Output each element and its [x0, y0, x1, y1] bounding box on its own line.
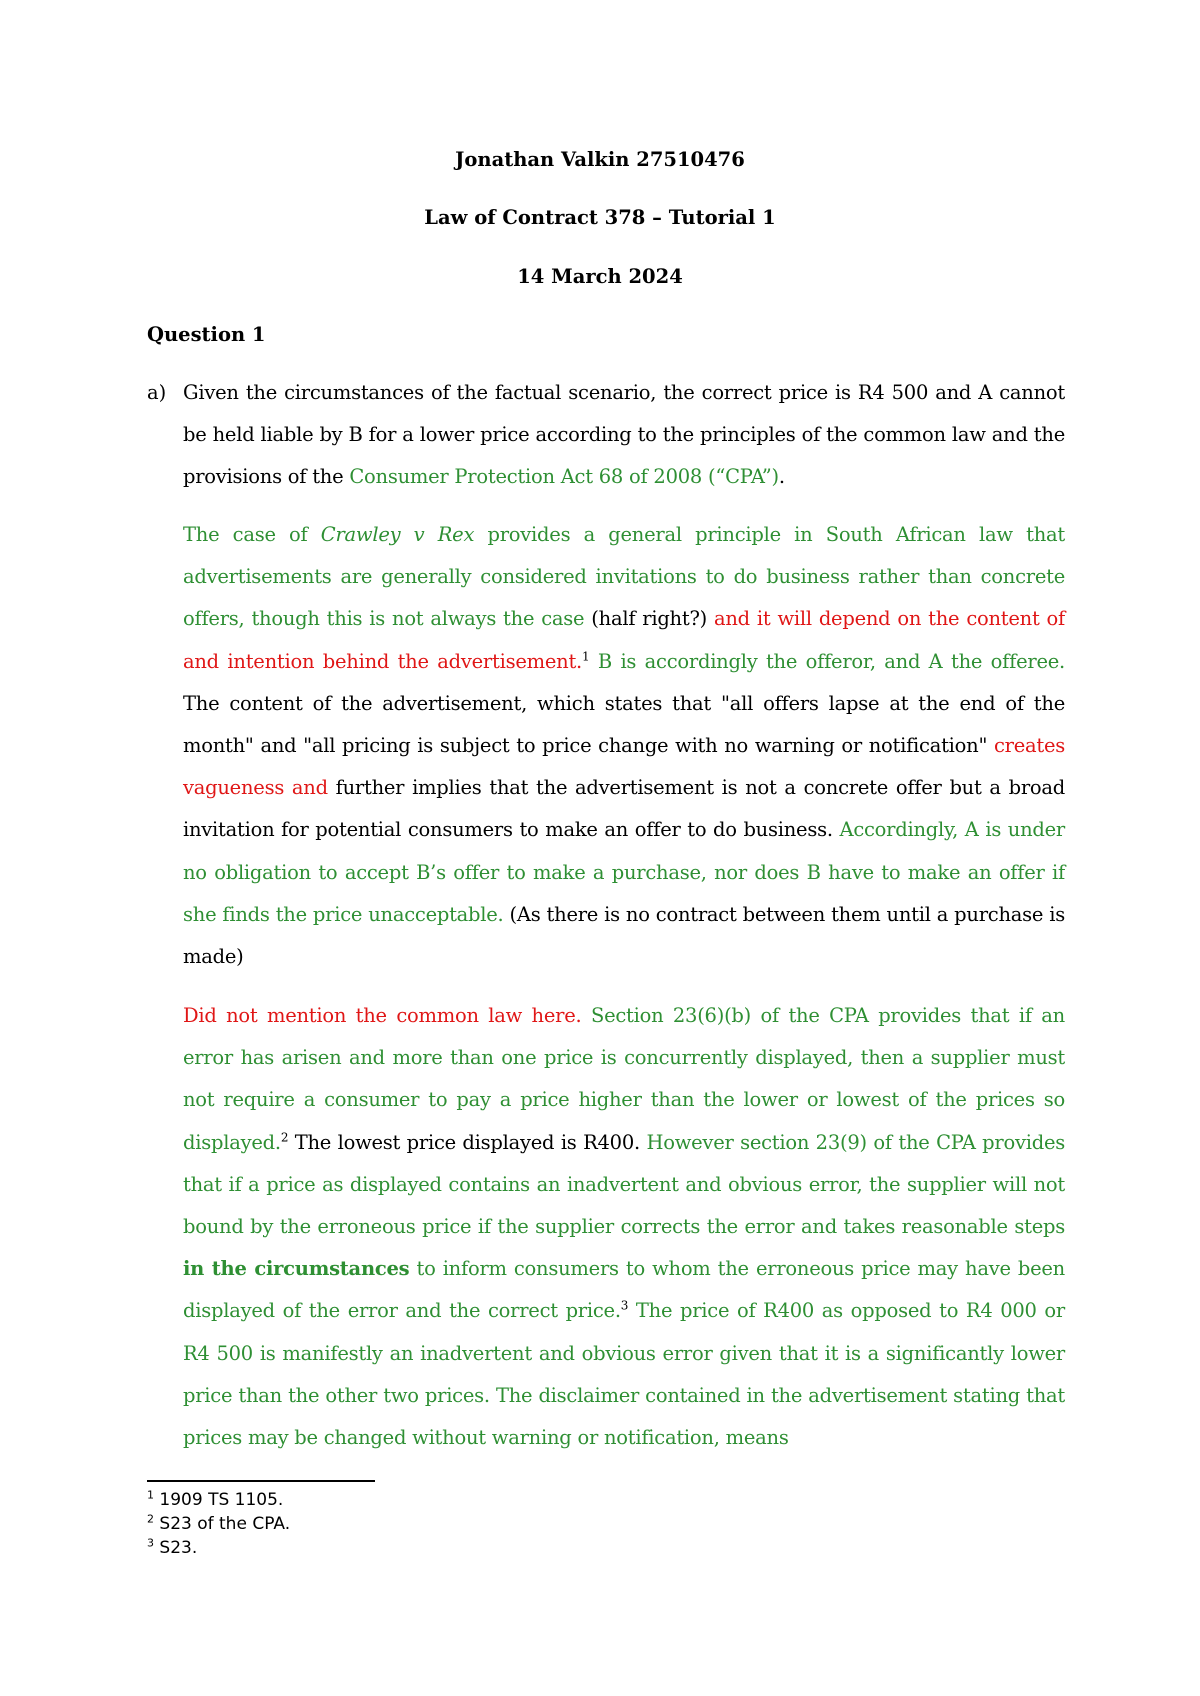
paragraph-advertisement	[183, 514, 1065, 978]
inform-consumers-text: to inform consumers to whom the erroneous price may have been displayed of the error and the correct price.	[183, 1257, 1065, 1323]
case-intro: The case of	[183, 523, 321, 546]
footnote-number: 3	[147, 1536, 154, 1550]
in-the-circumstances: in the circumstances	[183, 1257, 410, 1281]
section-23-9-text: However section 23(9) of the CPA provides that if a price as displayed contains an inadvertent and obvious error, the supplier will not bound by the erroneous price if the supplier corrects the error and takes reasonable steps	[183, 1130, 1065, 1239]
author-line: Jonathan Valkin 27510476	[455, 148, 745, 171]
invitation-text: further implies that the advertisement is not a concrete offer but a broad invitation for potential consumers to make an offer to do business.	[183, 776, 1065, 842]
marker-comment-common-law: Did not mention the common law here.	[183, 1004, 582, 1027]
footnote-text: S23.	[154, 1538, 198, 1558]
footnote-number: 2	[147, 1512, 154, 1526]
marker-comment-half-right: (half right?)	[584, 607, 714, 631]
footnote-ref-2: 2	[280, 1130, 289, 1145]
intro-end: .	[778, 465, 785, 489]
footnote-separator	[147, 1480, 375, 1482]
advert-content-text: The content of the advertisement, which states that "all offers lapse at the end of the month" and "all pricing is subject to price change with no warning or notification"	[183, 691, 1065, 758]
section-23-6-text: Section 23(6)(b) of the CPA provides that if an error has arisen and more than one price is concurrently displayed, then a supplier must not require a consumer to pay a price higher than the lower or lowest of the prices so displayed.	[183, 1004, 1065, 1154]
contract-note: (As there is no contract between them until a purchase is made)	[183, 902, 1065, 969]
footnote-text: S23 of the CPA.	[154, 1514, 291, 1534]
offeror-text: B is accordingly the offeror, and A the offeree.	[589, 649, 1065, 673]
intro-text: Given the circumstances of the factual scenario, the correct price is R4 500 and A cannot be held liable by B for a lower price according to the principles of the common law and the provisions of the	[183, 381, 1065, 489]
obligation-text: Accordingly, A is under no obligation to accept B’s offer to make a purchase, nor does B have to make an offer if she finds the price unacceptable.	[183, 818, 1065, 926]
footnote-3	[147, 1536, 197, 1560]
course-line: Law of Contract 378 – Tutorial 1	[424, 206, 776, 229]
obvious-error-text: The price of R400 as opposed to R4 000 or R4 500 is manifestly an inadvertent and obvious error given that it is a significantly lower price than the other two prices. The disclaimer contained in the advertisement stating that prices may be changed without warning or notification, means	[183, 1299, 1065, 1450]
case-name: Crawley v Rex	[320, 523, 475, 546]
footnote-ref-3: 3	[620, 1298, 629, 1313]
footnote-2	[147, 1512, 290, 1536]
date-line: 14 March 2024	[517, 265, 683, 288]
list-marker: a)	[147, 381, 167, 404]
footnote-ref-1: 1	[582, 649, 590, 664]
marker-comment-vagueness: creates vagueness and	[183, 734, 1065, 800]
footnote-number: 1	[147, 1488, 154, 1502]
marker-comment-content: and it will depend on the content of and intention behind the advertisement.	[183, 607, 1065, 673]
paragraph-intro	[183, 372, 1065, 499]
paragraph-cpa	[183, 995, 1065, 1459]
case-principle: provides a general principle in South African law that advertisements are generally considered invitations to do business rather than concrete offers, though this is not always the case	[183, 523, 1065, 631]
footnote-1	[147, 1488, 283, 1512]
footnote-text: 1909 TS 1105.	[154, 1490, 284, 1510]
lowest-price-text: The lowest price displayed is R400.	[288, 1130, 640, 1154]
question-heading: Question 1	[147, 323, 266, 346]
cpa-reference: Consumer Protection Act 68 of 2008 (“CPA”)	[349, 465, 779, 489]
